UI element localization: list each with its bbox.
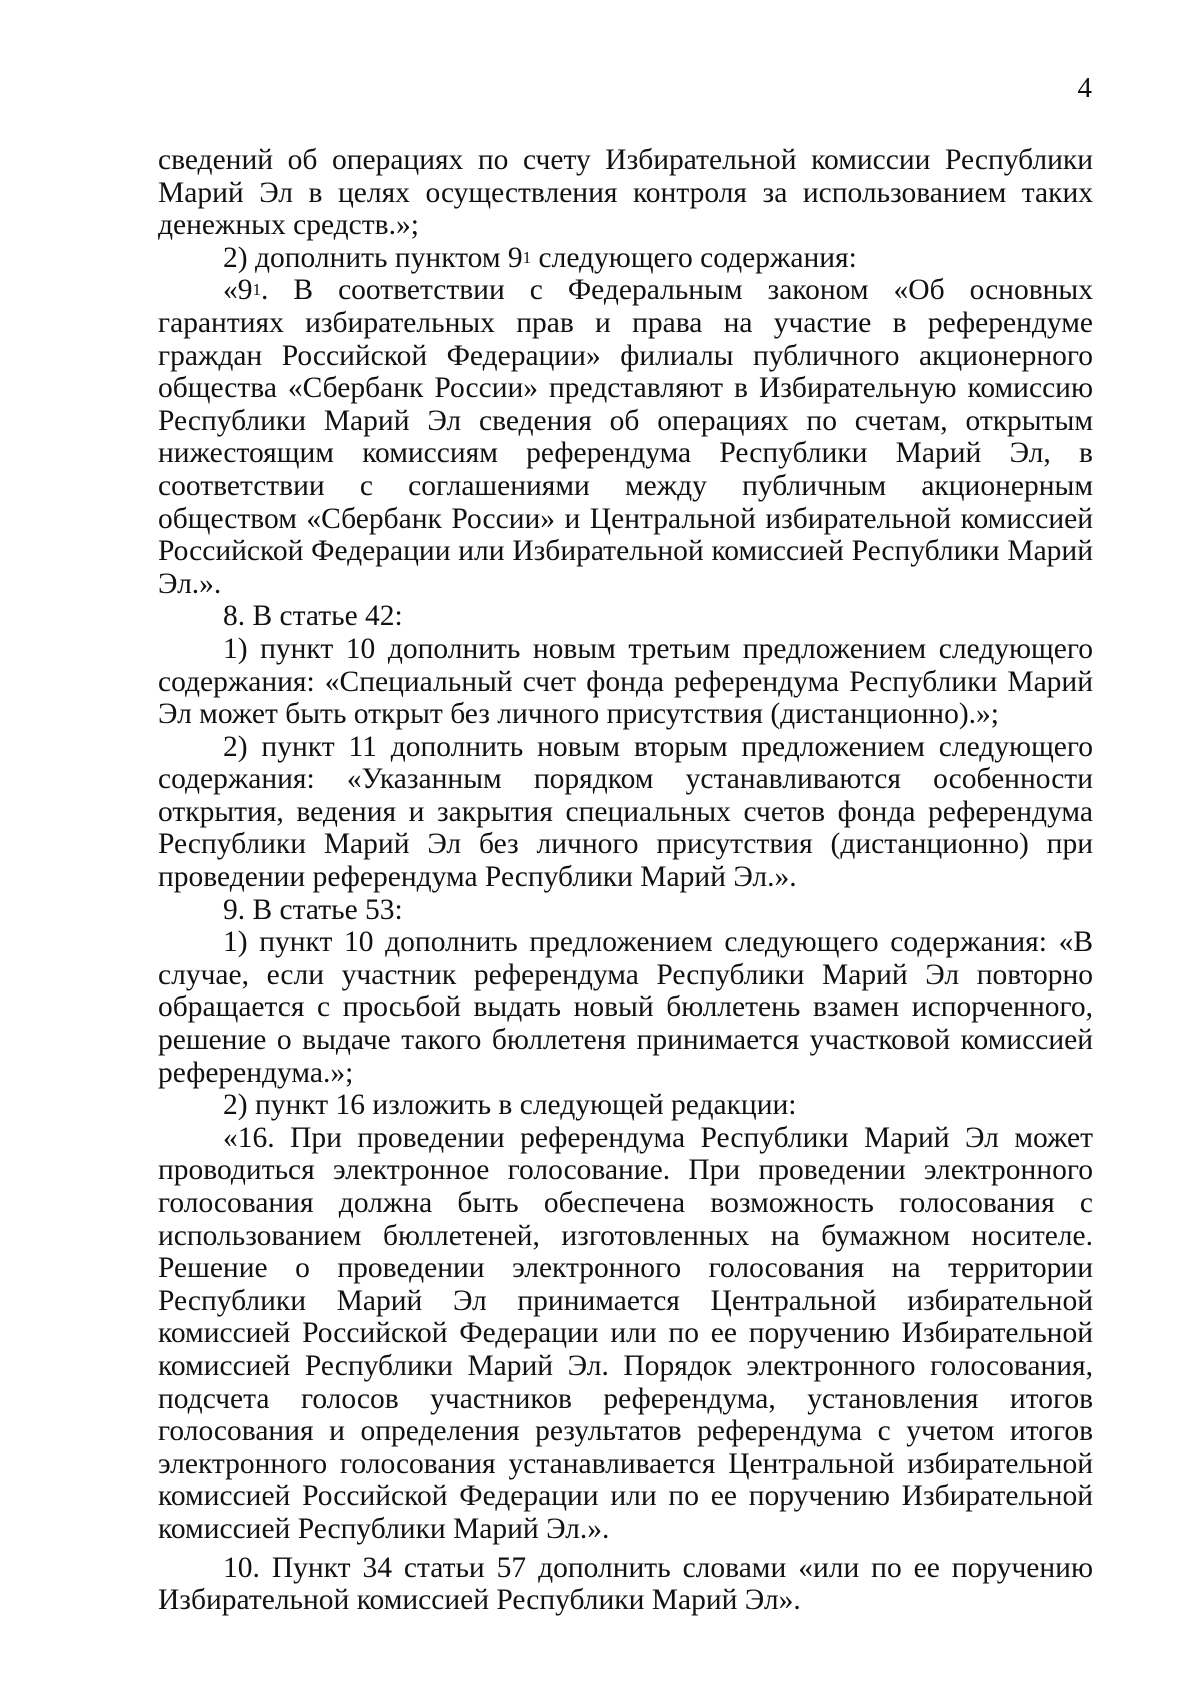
paragraph-amendment-2: [158, 242, 1093, 275]
document-body: [158, 144, 1093, 1617]
paragraph-article-53-item-2: 2) пункт 16 изложить в следующей редакции:: [223, 1089, 797, 1122]
paragraph-article-42: 8. В статье 42:: [223, 600, 403, 633]
paragraph-clause-9-1-text: . В соответствии с Федеральным законом «Об основных гарантиях избирательных прав и права на участие в референдуме граждан Российской Федерации» филиалы публичного акционерного общества «Сбербанк России» представляют в Избирательную комиссию Республики Марий Эл сведения об операциях по счетам, открытым нижестоящим комиссиям референдума Республики Марий Эл, в соответствии с соглашениями между публичным акционерным обществом «Сбербанк России» и Центральной избирательной комиссией Российской Федерации или Избирательной комиссией Республики Марий Эл.».: [158, 274, 1093, 600]
superscript-1: 1: [522, 247, 532, 267]
paragraph-amendment-2-tail: следующего содержания:: [531, 241, 857, 274]
paragraph-continuation: сведений об операциях по счету Избирательной комиссии Республики Марий Эл в целях осуществления контроля за использованием таких денежных средств.»;: [158, 144, 1093, 242]
page-number: 4: [1077, 72, 1092, 104]
paragraph-article-57: 10. Пункт 34 статьи 57 дополнить словами «или по ее поручению Избирательной комиссией Республики Марий Эл».: [158, 1551, 1093, 1617]
paragraph-amendment-2-text: 2) дополнить пунктом 9: [223, 241, 523, 274]
paragraph-article-53: 9. В статье 53:: [223, 893, 403, 926]
paragraph-clause-16: «16. При проведении референдума Республики Марий Эл может проводиться электронное голосование. При проведении электронного голосования должна быть обеспечена возможность голосования с использованием бюллетеней, изготовленных на бумажном носителе. Решение о проведении электронного голосования на территории Республики Марий Эл принимается Центральной избирательной комиссией Российской Федерации или по ее поручению Избирательной комиссией Республики Марий Эл. Порядок электронного голосования, подсчета голосов участников референдума, установления итогов голосования и определения результатов референдума с учетом итогов электронного голосования устанавливается Центральной избирательной комиссией Российской Федерации или по ее поручению Избирательной комиссией Республики Марий Эл.».: [158, 1121, 1093, 1545]
paragraph-article-42-item-1: 1) пункт 10 дополнить новым третьим предложением следующего содержания: «Специальный счет фонда референдума Республики Марий Эл может быть открыт без личного присутствия (дистанционно).»;: [158, 632, 1093, 731]
superscript-1: 1: [252, 280, 261, 300]
paragraph-clause-9-1-head: «9: [223, 274, 253, 307]
paragraph-article-53-item-1: 1) пункт 10 дополнить предложением следующего содержания: «В случае, если участник референдума Республики Марий Эл повторно обращается с просьбой выдать новый бюллетень взамен испорченного, решение о выдаче такого бюллетеня принимается участковой комиссией референдума.»;: [158, 926, 1093, 1089]
paragraph-article-42-item-2: 2) пункт 11 дополнить новым вторым предложением следующего содержания: «Указанным порядком устанавливаются особенности открытия, ведения и закрытия специальных счетов фонда референдума Республики Марий Эл без личного присутствия (дистанционно) при проведении референдума Республики Марий Эл.».: [158, 730, 1093, 894]
paragraph-clause-9-1: [158, 274, 1093, 600]
